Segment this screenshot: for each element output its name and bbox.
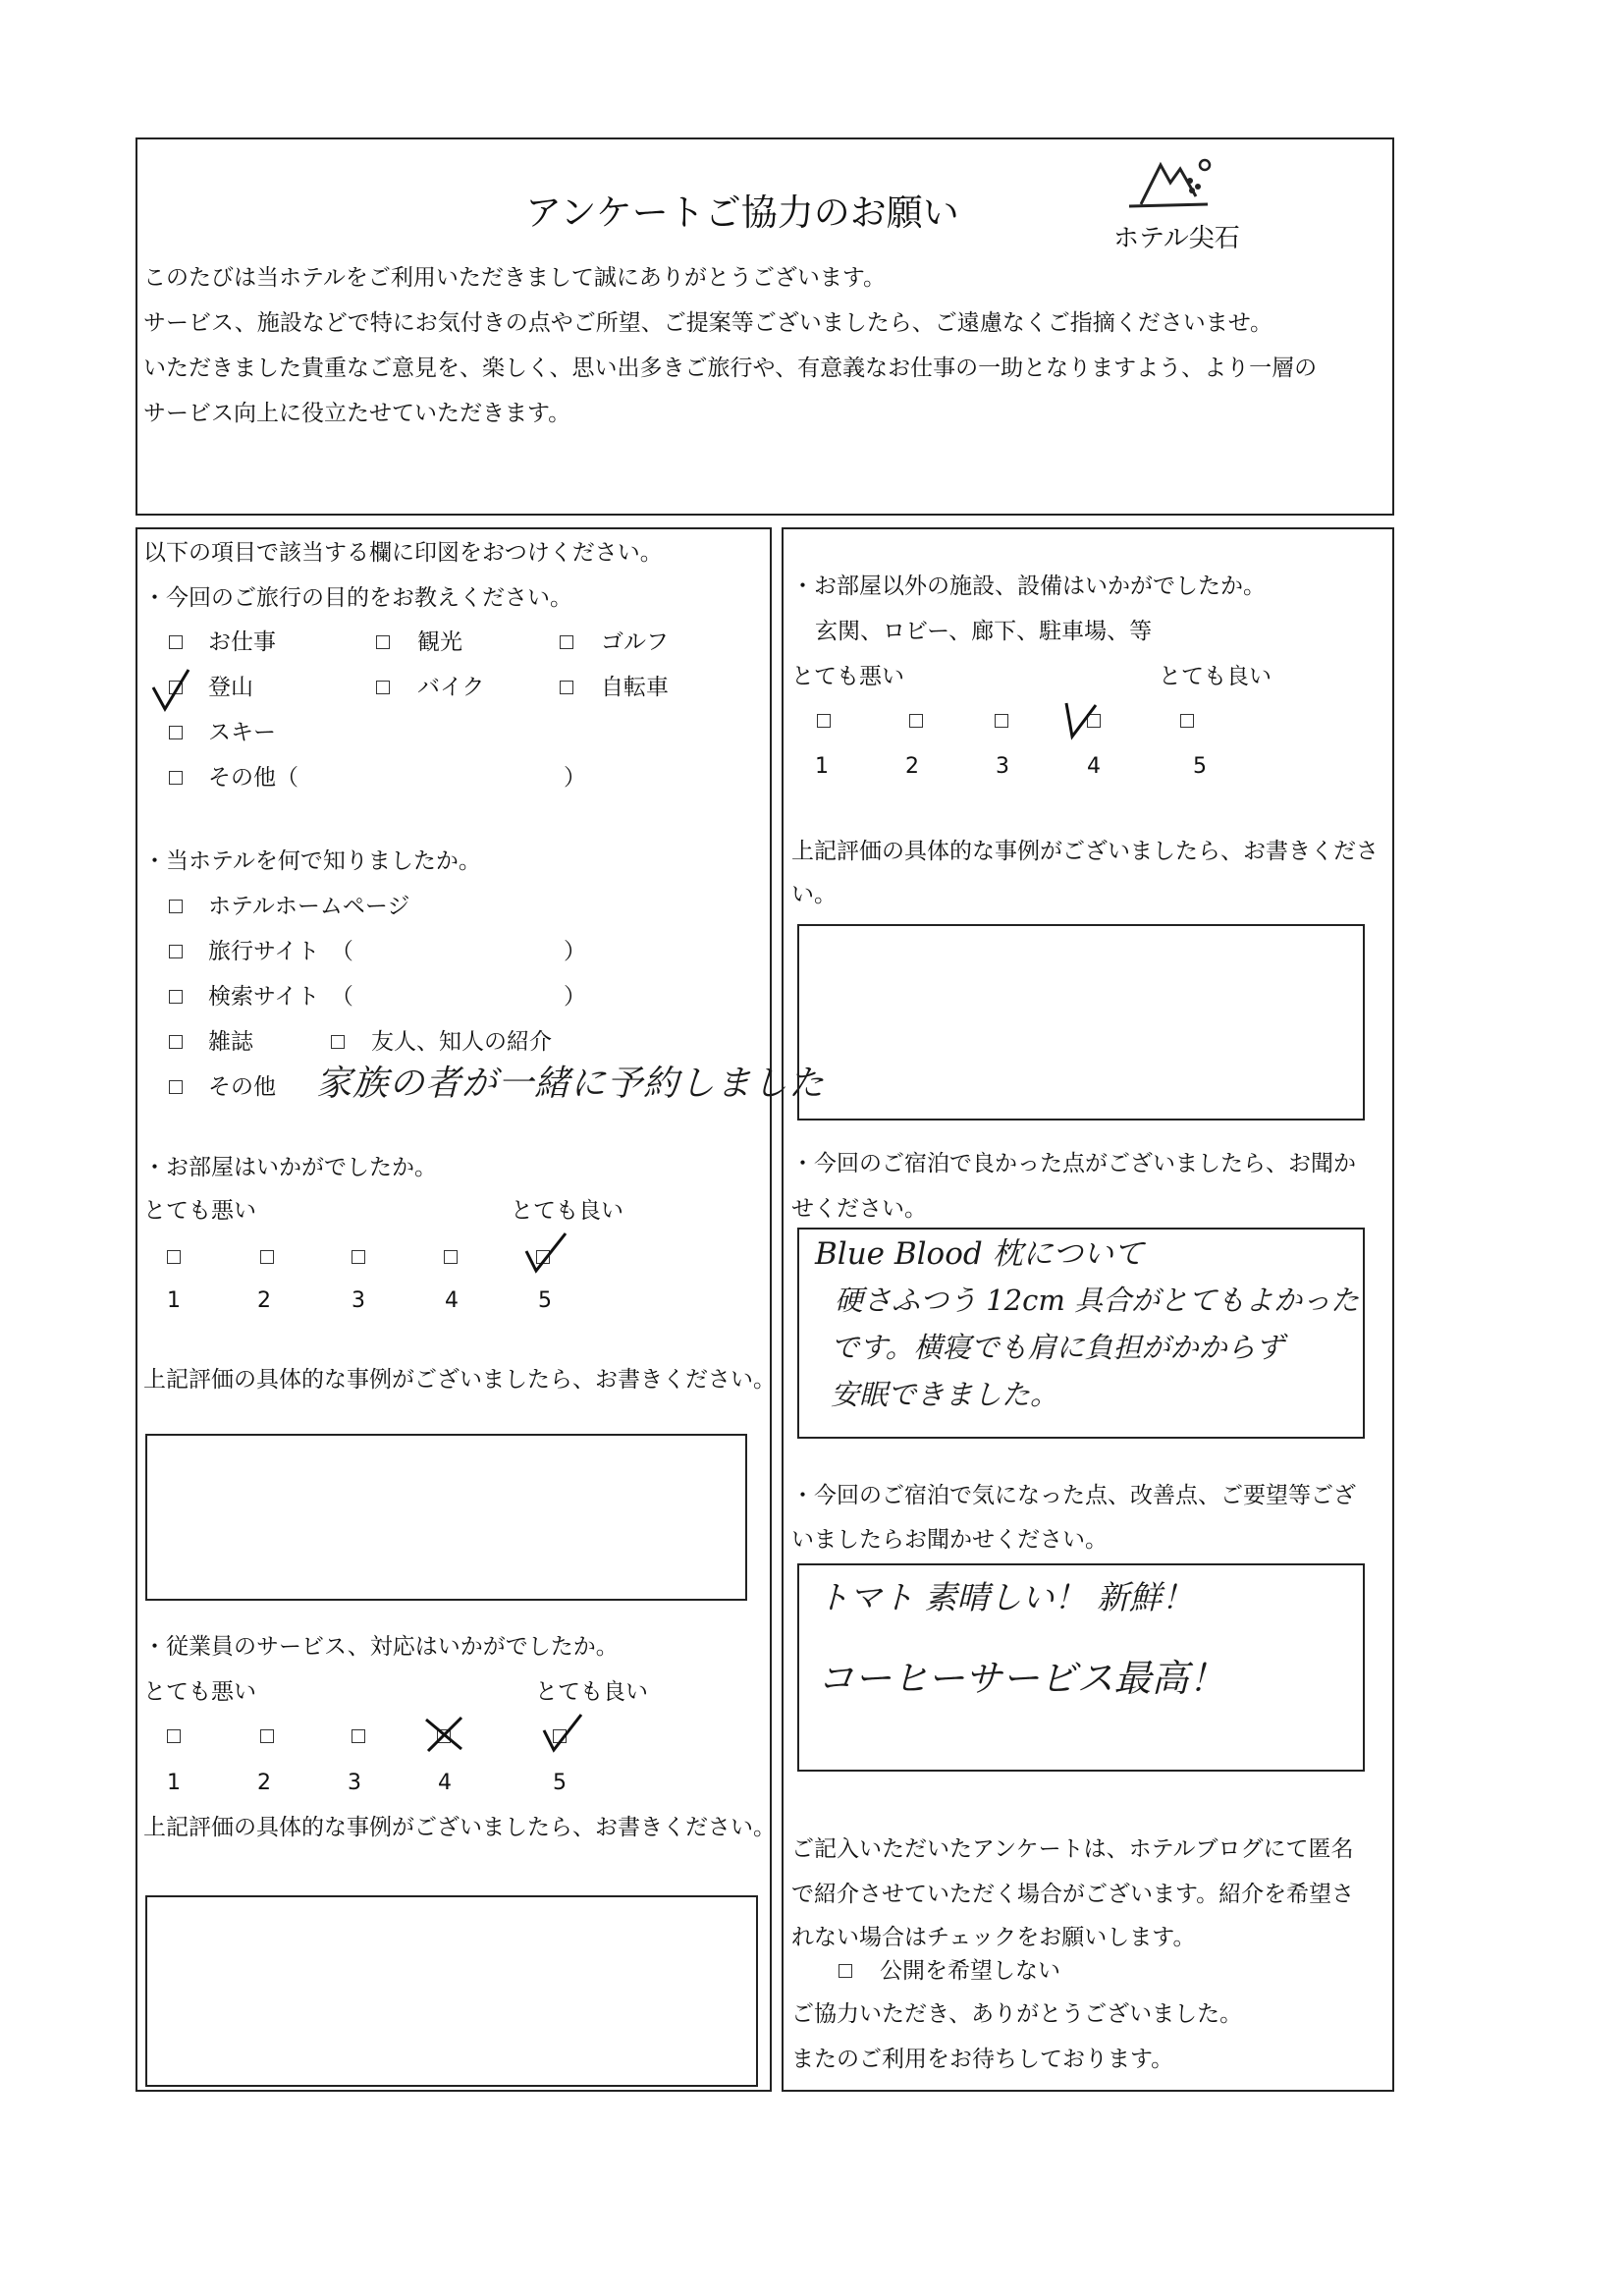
intro-line-3: いただきました貴重なご意見を、楽しく、思い出多きご旅行や、有意義なお仕事の一助となりますよう、より一層の (143, 355, 1318, 381)
staff-rating-3-checkbox[interactable] (352, 1729, 365, 1743)
q-improve-label-1: ・今回のご宿泊で気になった点、改善点、ご要望等ござ (791, 1483, 1356, 1508)
q-source-label: ・当ホテルを何で知りましたか。 (143, 848, 481, 874)
handwritten-source-other: 家族の者が一緒に予約しました (316, 1064, 826, 1104)
handwritten-improve-2: コーヒーサービス最高！ (817, 1657, 1226, 1700)
checkbox-golf[interactable] (560, 635, 573, 649)
footer-line-3: れない場合はチェックをお願いします。 (791, 1925, 1196, 1950)
instruction: 以下の項目で該当する欄に印図をおつけください。 (143, 540, 663, 566)
handwritten-improve-1: トマト 素晴しい！ 新鮮！ (817, 1578, 1194, 1616)
option-purpose-other-close: ） (564, 765, 586, 791)
option-purpose-other: その他（ (208, 765, 298, 791)
staff-rating-2-checkbox[interactable] (260, 1729, 274, 1743)
option-ski: スキー (208, 720, 276, 745)
intro-line-1: このたびは当ホテルをご利用いただきまして誠にありがとうございます。 (143, 265, 887, 291)
checkbox-purpose-other[interactable] (169, 771, 183, 785)
cross-mark-icon (422, 1714, 467, 1755)
room-scale-2: 2 (257, 1288, 271, 1313)
staff-scale-2: 2 (257, 1771, 271, 1795)
staff-scale-1: 1 (167, 1771, 181, 1795)
optout-checkbox[interactable] (839, 1964, 852, 1978)
q-improve-label-2: いましたらお聞かせください。 (791, 1527, 1108, 1553)
footer-line-2: で紹介させていただく場合がございます。紹介を希望さ (791, 1882, 1355, 1907)
handwritten-good-4: 安眠できました。 (831, 1378, 1059, 1411)
q-staff-label: ・従業員のサービス、対応はいかがでしたか。 (143, 1634, 619, 1660)
room-scale-5: 5 (538, 1288, 552, 1313)
mountain-logo-icon (1110, 147, 1247, 226)
option-bike: バイク (417, 675, 485, 700)
facility-scale-3: 3 (996, 754, 1009, 779)
room-rating-3-checkbox[interactable] (352, 1250, 365, 1264)
check-mark-icon (149, 666, 198, 715)
facility-rating-5-checkbox[interactable] (1180, 714, 1194, 728)
staff-scale-4: 4 (438, 1771, 452, 1795)
q-facility-sub: 玄関、ロビー、廊下、駐車場、等 (815, 619, 1153, 644)
checkbox-friend[interactable] (331, 1035, 345, 1049)
option-sightseeing: 観光 (417, 629, 462, 655)
room-scale-1: 1 (167, 1288, 181, 1313)
room-comment-prompt: 上記評価の具体的な事例がございましたら、お書きください。 (143, 1367, 776, 1393)
facility-scale-4: 4 (1087, 754, 1101, 779)
facility-scale-1: 1 (815, 754, 829, 779)
q-good-label-1: ・今回のご宿泊で良かった点がございましたら、お聞か (791, 1151, 1356, 1176)
handwritten-good-1: Blue Blood 枕について (815, 1236, 1144, 1272)
staff-low-label: とても悪い (143, 1679, 256, 1705)
room-low-label: とても悪い (143, 1198, 256, 1224)
optout-label: 公開を希望しない (880, 1958, 1060, 1984)
checkbox-source-other[interactable] (169, 1080, 183, 1094)
checkbox-search-site[interactable] (169, 990, 183, 1004)
checkbox-bicycle[interactable] (560, 681, 573, 694)
staff-rating-1-checkbox[interactable] (167, 1729, 181, 1743)
option-travel-site: 旅行サイト （ (208, 939, 353, 964)
q-good-label-2: せください。 (791, 1196, 927, 1222)
facility-comment-prompt-1: 上記評価の具体的な事例がございましたら、お書きくださ (791, 839, 1379, 864)
facility-rating-3-checkbox[interactable] (995, 714, 1008, 728)
room-scale-3: 3 (352, 1288, 365, 1313)
option-source-other: その他 (208, 1074, 276, 1100)
intro-line-4: サービス向上に役立たせていただきます。 (143, 401, 571, 426)
q-room-label: ・お部屋はいかがでしたか。 (143, 1155, 437, 1180)
facility-high-label: とても良い (1159, 664, 1272, 689)
check-mark-icon (522, 1228, 571, 1277)
staff-scale-5: 5 (553, 1771, 567, 1795)
hotel-name: ホテル尖石 (1113, 224, 1240, 253)
thanks-line-2: またのご利用をお待ちしております。 (791, 2047, 1174, 2072)
option-travel-site-close: ） (564, 939, 586, 964)
option-bicycle: 自転車 (601, 675, 669, 700)
checkbox-sightseeing[interactable] (376, 635, 390, 649)
facility-comment-field[interactable] (797, 924, 1365, 1121)
option-search-site-close: ） (564, 984, 586, 1010)
room-rating-2-checkbox[interactable] (260, 1250, 274, 1264)
q-purpose-label: ・今回のご旅行の目的をお教えください。 (143, 585, 572, 611)
intro-line-2: サービス、施設などで特にお気付きの点やご所望、ご提案等ございましたら、ご遠慮なくご指摘くださいませ。 (143, 310, 1272, 336)
staff-high-label: とても良い (535, 1679, 648, 1705)
checkbox-bike[interactable] (376, 681, 390, 694)
option-golf: ゴルフ (601, 629, 669, 655)
page-title: アンケートご協力のお願い (525, 191, 959, 234)
hotel-logo (1110, 147, 1247, 255)
option-magazine: 雑誌 (208, 1029, 253, 1055)
facility-comment-prompt-2: い。 (791, 882, 837, 907)
q-facility-label: ・お部屋以外の施設、設備はいかがでしたか。 (791, 574, 1266, 599)
thanks-line-1: ご協力いただき、ありがとうございました。 (791, 2001, 1243, 2027)
staff-scale-3: 3 (348, 1771, 361, 1795)
option-search-site: 検索サイト （ (208, 984, 353, 1010)
handwritten-good-2: 硬さふつう 12cm 具合がとてもよかった (835, 1284, 1360, 1317)
check-mark-icon (1062, 699, 1102, 742)
facility-rating-1-checkbox[interactable] (817, 714, 831, 728)
checkbox-magazine[interactable] (169, 1035, 183, 1049)
room-scale-4: 4 (445, 1288, 459, 1313)
handwritten-good-3: です。横寝でも肩に負担がかからず (831, 1331, 1284, 1364)
checkbox-travel-site[interactable] (169, 945, 183, 958)
check-mark-icon (540, 1709, 589, 1758)
room-high-label: とても良い (511, 1198, 623, 1224)
checkbox-homepage[interactable] (169, 900, 183, 913)
room-comment-field[interactable] (145, 1434, 747, 1601)
staff-comment-prompt: 上記評価の具体的な事例がございましたら、お書きください。 (143, 1815, 776, 1840)
footer-line-1: ご記入いただいたアンケートは、ホテルブログにて匿名 (791, 1836, 1354, 1862)
option-climbing: 登山 (208, 675, 253, 700)
room-rating-1-checkbox[interactable] (167, 1250, 181, 1264)
facility-scale-2: 2 (905, 754, 919, 779)
option-work: お仕事 (208, 629, 276, 655)
facility-low-label: とても悪い (791, 664, 904, 689)
facility-rating-2-checkbox[interactable] (909, 714, 923, 728)
option-homepage: ホテルホームページ (208, 894, 410, 919)
option-friend: 友人、知人の紹介 (371, 1029, 552, 1055)
facility-scale-5: 5 (1193, 754, 1207, 779)
staff-comment-field[interactable] (145, 1895, 758, 2087)
checkbox-work[interactable] (169, 635, 183, 649)
checkbox-ski[interactable] (169, 726, 183, 739)
room-rating-4-checkbox[interactable] (444, 1250, 458, 1264)
